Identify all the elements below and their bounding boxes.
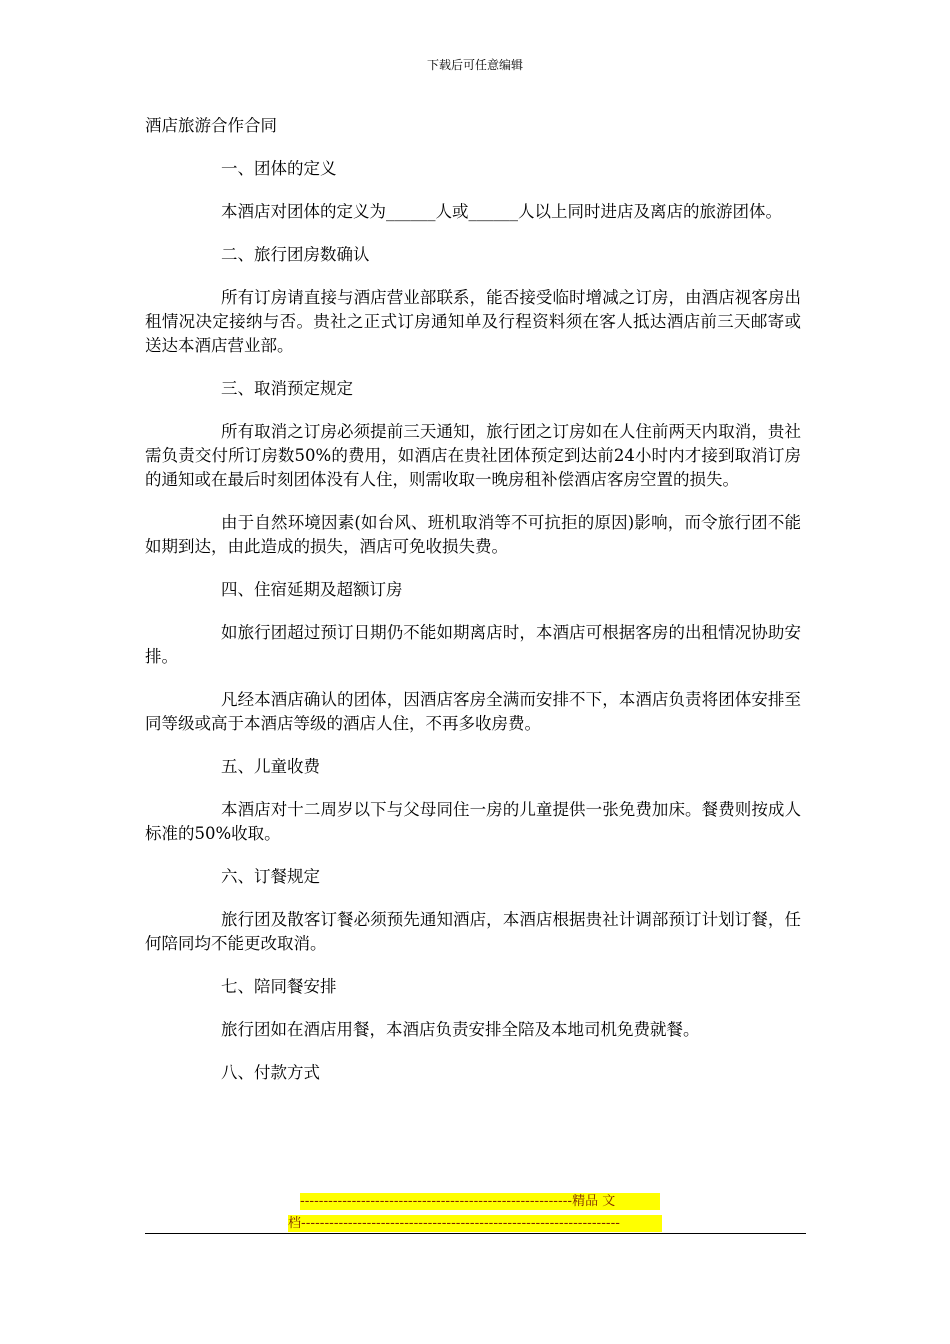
paragraph: 本酒店对十二周岁以下与父母同住一房的儿童提供一张免费加床。餐费则按成人标准的50%收取。 [145,800,801,843]
paragraph: 所有取消之订房必须提前三天通知，旅行团之订房如在人住前两天内取消，贵社需负责交付所订房数50%的费用，如酒店在贵社团体预定到达前24小时内才接到取消订房的通知或在最后时刻团体没有人住，则需收取一晚房租补偿酒店客房空置的损失。 [145,422,801,489]
section-heading-7: 七、陪同餐安排 [221,977,337,996]
section-heading-3: 三、取消预定规定 [221,379,353,398]
footer-line-1: ----------------------------------------------------------精品 文 [300,1193,660,1210]
paragraph: 如旅行团超过预订日期仍不能如期离店时，本酒店可根据客房的出租情况协助安排。 [145,623,801,666]
paragraph: 旅行团及散客订餐必须预先通知酒店，本酒店根据贵社计调部预订计划订餐，任何陪同均不能更改取消。 [145,910,801,953]
footer-watermark [288,1193,662,1237]
paragraph: 本酒店对团体的定义为______人或______人以上同时进店及离店的旅游团体。 [221,202,782,221]
document-body [145,114,801,1104]
footer-line-2: 档-------------------------------------------------------------------- [288,1215,662,1232]
paragraph: 旅行团如在酒店用餐，本酒店负责安排全陪及本地司机免费就餐。 [221,1020,700,1039]
footer-divider [145,1233,806,1234]
document-title: 酒店旅游合作合同 [145,116,277,135]
download-note: 下载后可任意编辑 [426,58,523,72]
paragraph: 所有订房请直接与酒店营业部联系，能否接受临时增减之订房，由酒店视客房出租情况决定接纳与否。贵社之正式订房通知单及行程资料须在客人抵达酒店前三天邮寄或送达本酒店营业部。 [145,288,801,355]
section-heading-4: 四、住宿延期及超额订房 [221,580,403,599]
section-heading-2: 二、旅行团房数确认 [221,245,370,264]
section-heading-8: 八、付款方式 [221,1063,320,1082]
paragraph: 凡经本酒店确认的团体，因酒店客房全满而安排不下，本酒店负责将团体安排至同等级或高于本酒店等级的酒店人住，不再多收房费。 [145,690,801,733]
section-heading-1: 一、团体的定义 [221,159,337,178]
section-heading-6: 六、订餐规定 [221,867,320,886]
section-heading-5: 五、儿童收费 [221,757,320,776]
paragraph: 由于自然环境因素(如台风、班机取消等不可抗拒的原因)影响，而令旅行团不能如期到达，由此造成的损失，酒店可免收损失费。 [145,513,801,556]
